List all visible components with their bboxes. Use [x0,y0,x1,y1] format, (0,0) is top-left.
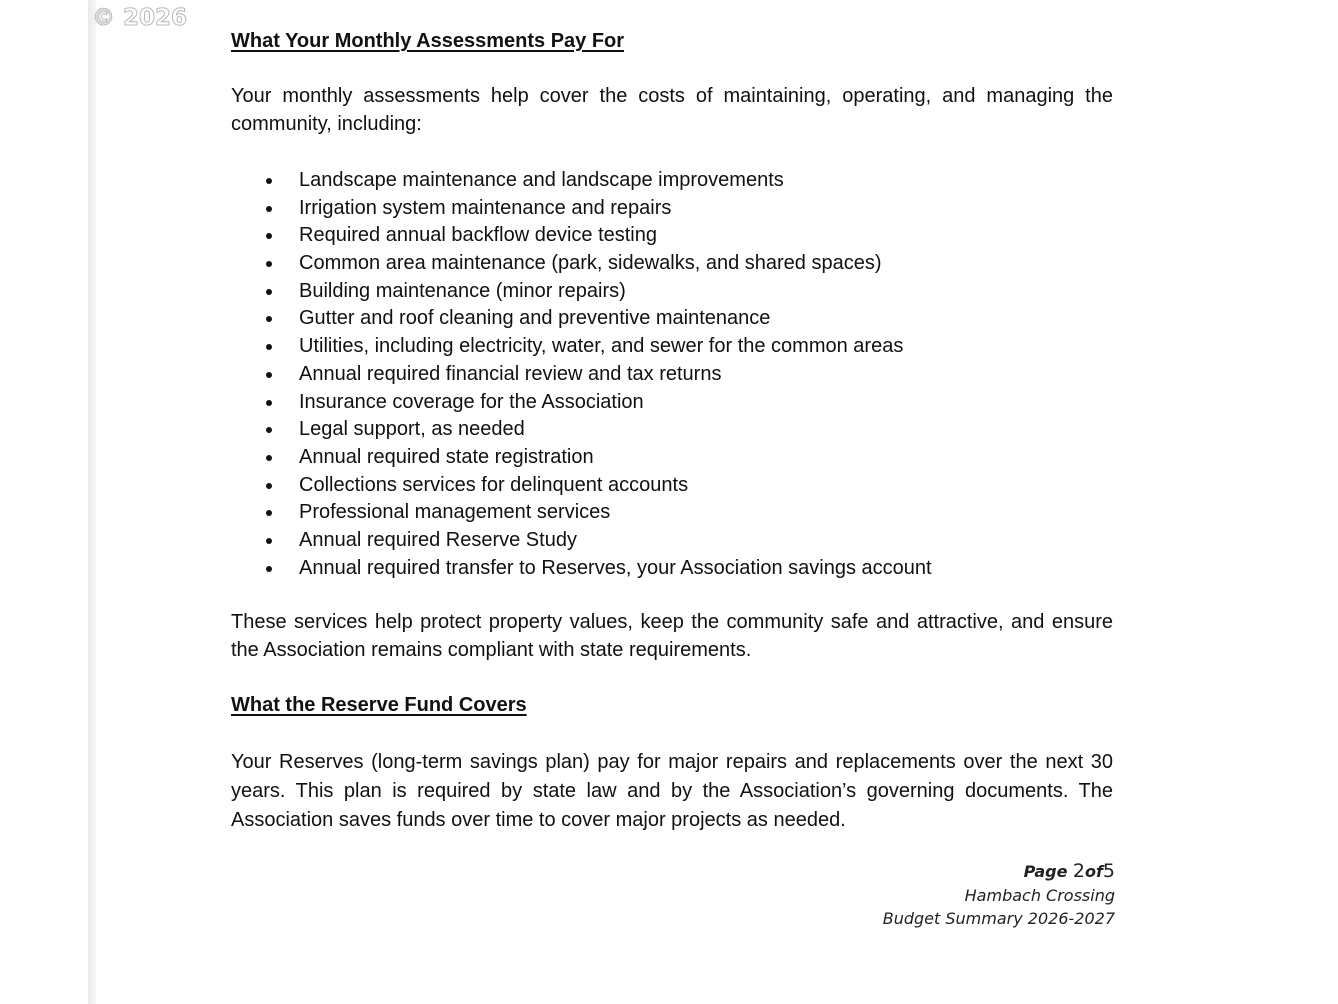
page-number: Page 2of5 [1023,860,1115,882]
copyright-watermark: © 2026 [92,5,188,31]
section-heading-reserve-fund: What the Reserve Fund Covers [231,694,527,716]
assessment-items-list [231,166,932,581]
list-item: Irrigation system maintenance and repairs [231,194,932,222]
bullet-icon [266,455,272,461]
bullet-icon [266,372,272,378]
list-item: Utilities, including electricity, water, and sewer for the common areas [231,332,932,360]
list-item: Annual required financial review and tax returns [231,360,932,388]
list-item: Gutter and roof cleaning and preventive maintenance [231,304,932,332]
reserve-fund-paragraph: Your Reserves (long-term savings plan) pay for major repairs and replacements over the next 30 years. This plan is required by state law and by the Association’s governing documents. The Association saves funds over time to cover major projects as needed. [231,751,1113,831]
page-left-edge [88,0,96,1004]
bullet-icon [266,400,272,406]
assessments-intro-paragraph: Your monthly assessments help cover the costs of maintaining, operating, and managing the community, including: [231,85,1113,135]
list-item: Legal support, as needed [231,415,932,443]
bullet-icon [266,566,272,572]
list-item: Landscape maintenance and landscape improvements [231,166,932,194]
bullet-icon [266,344,272,350]
list-item: Insurance coverage for the Association [231,388,932,416]
bullet-icon [266,206,272,212]
footer-document-title: Budget Summary 2026-2027 [882,909,1115,928]
list-item: Annual required transfer to Reserves, your Association savings account [231,554,932,582]
footer-community-name: Hambach Crossing [964,886,1115,905]
bullet-icon [266,261,272,267]
list-item: Annual required state registration [231,443,932,471]
section-heading-assessments: What Your Monthly Assessments Pay For [231,30,625,52]
list-item: Collections services for delinquent accounts [231,471,932,499]
list-item: Annual required Reserve Study [231,526,932,554]
bullet-icon [266,289,272,295]
bullet-icon [266,178,272,184]
list-item: Professional management services [231,498,932,526]
bullet-icon [266,510,272,516]
bullet-icon [266,316,272,322]
assessments-closing-paragraph: These services help protect property values, keep the community safe and attractive, and ensure the Association remains compliant with state requirements. [231,611,1113,661]
list-item: Common area maintenance (park, sidewalks, and shared spaces) [231,249,932,277]
bullet-icon [266,427,272,433]
bullet-icon [266,538,272,544]
list-item: Building maintenance (minor repairs) [231,277,932,305]
bullet-icon [266,233,272,239]
bullet-icon [266,483,272,489]
page-footer [883,860,1115,930]
list-item: Required annual backflow device testing [231,221,932,249]
